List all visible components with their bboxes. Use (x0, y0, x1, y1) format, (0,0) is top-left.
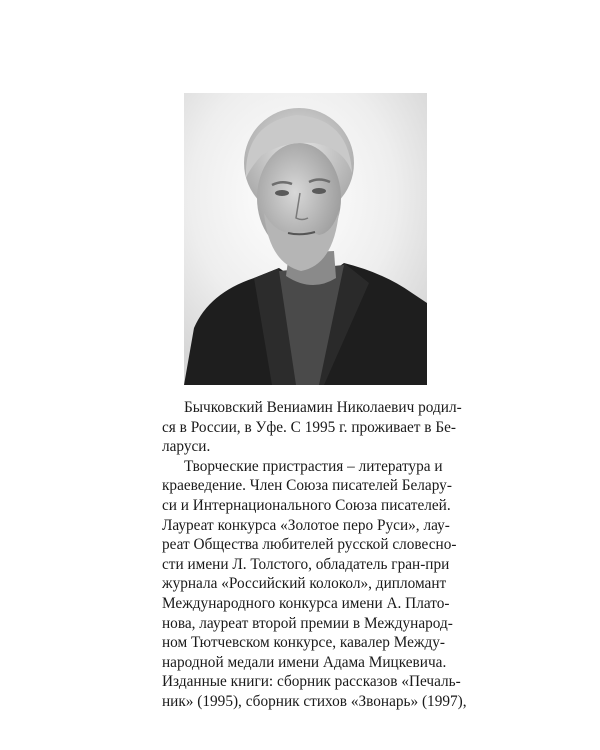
text-line: журнала «Российский колокол», дипломант (162, 575, 447, 593)
author-portrait (184, 93, 427, 385)
text-line: ном Тютчевском конкурсе, кавалер Между- (162, 634, 445, 652)
text-line: Лауреат конкурса «Золотое перо Руси», лау- (162, 516, 450, 534)
portrait-illustration (184, 93, 427, 385)
biography-text (162, 398, 467, 712)
text-line: Бычковский Вениамин Николаевич родил- (184, 399, 462, 416)
text-line: народной медали имени Адама Мицкевича. (162, 653, 447, 671)
text-line: краеведение. Член Союза писателей Белару- (162, 477, 452, 495)
text-line: реат Общества любителей русской словесно- (162, 536, 457, 554)
biography-paragraph-2 (162, 457, 467, 712)
text-line: ник» (1995), сборник стихов «Звонарь» (1997), (162, 692, 467, 710)
text-line: сти имени Л. Толстого, обладатель гран-при (162, 555, 450, 573)
text-line: ся в России, в Уфе. С 1995 г. проживает в Бе- (162, 418, 457, 436)
biography-paragraph-1 (162, 398, 462, 457)
text-line: Международного конкурса имени А. Плато- (162, 594, 450, 612)
text-line: Творческие пристрастия – литература и (184, 457, 443, 475)
text-line: нова, лауреат второй премии в Международ- (162, 614, 453, 632)
text-line: Изданные книги: сборник рассказов «Печаль- (162, 673, 461, 691)
text-line: си и Интернационального Союза писателей. (162, 496, 451, 514)
text-line: ларуси. (162, 438, 211, 456)
